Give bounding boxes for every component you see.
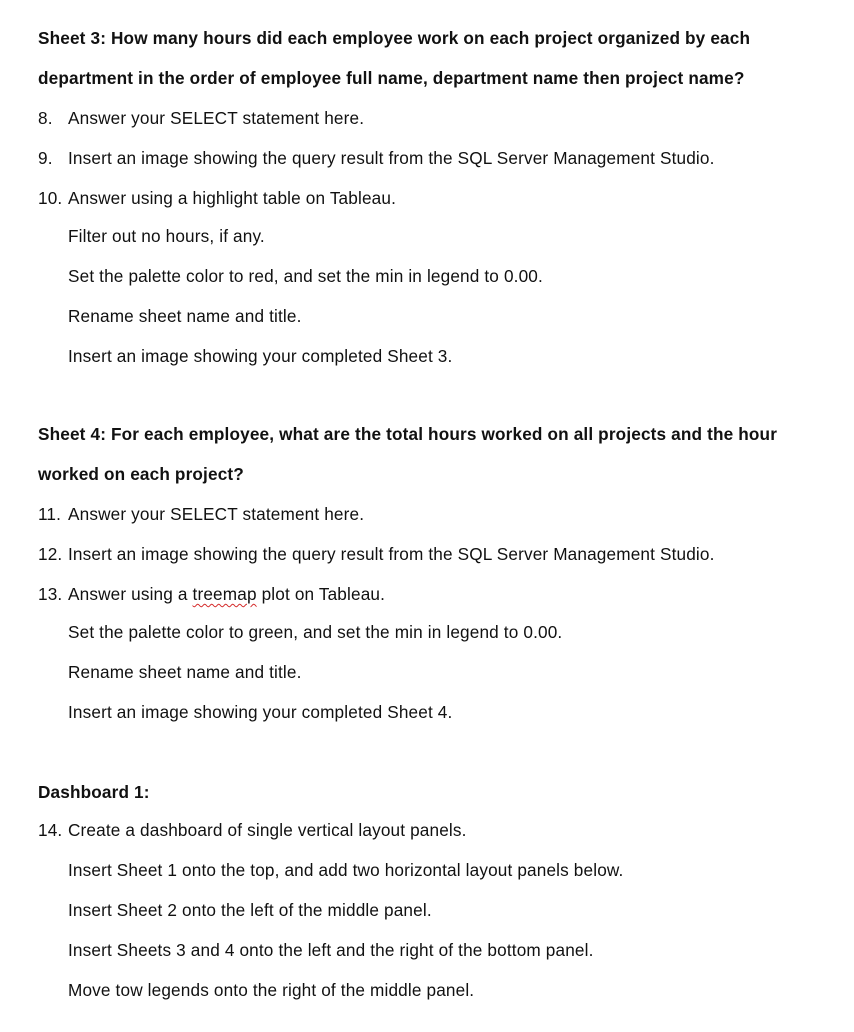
list-text: Insert an image showing the query result from the SQL Server Management Studio. [68,544,715,564]
sheet4-heading-line1: Sheet 4: For each employee, what are the total hours worked on all projects and the hour [38,424,778,444]
list-number: 14. [38,820,63,840]
list-item-9 [38,147,715,169]
list-number: 8. [38,108,53,128]
text-after: plot on Tableau. [256,584,386,604]
list-text: Answer your SELECT statement here. [68,504,365,524]
sub-item: Filter out no hours, if any. [68,226,265,246]
list-item-12 [38,543,715,565]
list-text: Answer using a highlight table on Tableau. [68,188,396,208]
list-item-11 [38,503,364,525]
sub-item: Insert an image showing your completed Sheet 3. [68,346,453,366]
text-before: Answer using a [68,584,193,604]
sub-item: Set the palette color to green, and set the min in legend to 0.00. [68,622,563,642]
list-item-13 [38,583,385,605]
list-number: 12. [38,544,63,564]
list-item-8 [38,107,364,129]
sub-item: Set the palette color to red, and set the min in legend to 0.00. [68,266,543,286]
sub-item: Insert Sheets 3 and 4 onto the left and the right of the bottom panel. [68,940,594,960]
list-number: 10. [38,188,63,208]
list-number: 9. [38,148,53,168]
sheet4-heading-line2: worked on each project? [38,464,244,484]
sub-item: Rename sheet name and title. [68,662,302,682]
sheet3-heading-line2: department in the order of employee full name, department name then project name? [38,68,745,88]
list-text: Insert an image showing the query result from the SQL Server Management Studio. [68,148,715,168]
list-number: 13. [38,584,63,604]
list-item-10 [38,187,396,209]
list-text: Create a dashboard of single vertical layout panels. [68,820,467,840]
list-number: 11. [38,504,62,524]
sub-item: Move tow legends onto the right of the middle panel. [68,980,475,1000]
sub-item: Rename sheet name and title. [68,306,302,326]
sub-item: Insert an image showing your completed Sheet 4. [68,702,453,722]
spellcheck-flagged-word[interactable]: treemap [192,584,257,604]
sub-item: Insert Sheet 1 onto the top, and add two horizontal layout panels below. [68,860,624,880]
sheet3-heading-line1: Sheet 3: How many hours did each employee work on each project organized by each [38,28,751,48]
list-text [68,583,385,605]
list-text: Answer your SELECT statement here. [68,108,365,128]
sub-item: Insert Sheet 2 onto the left of the middle panel. [68,900,432,920]
list-item-14 [38,819,467,841]
dashboard1-heading: Dashboard 1: [38,782,150,802]
